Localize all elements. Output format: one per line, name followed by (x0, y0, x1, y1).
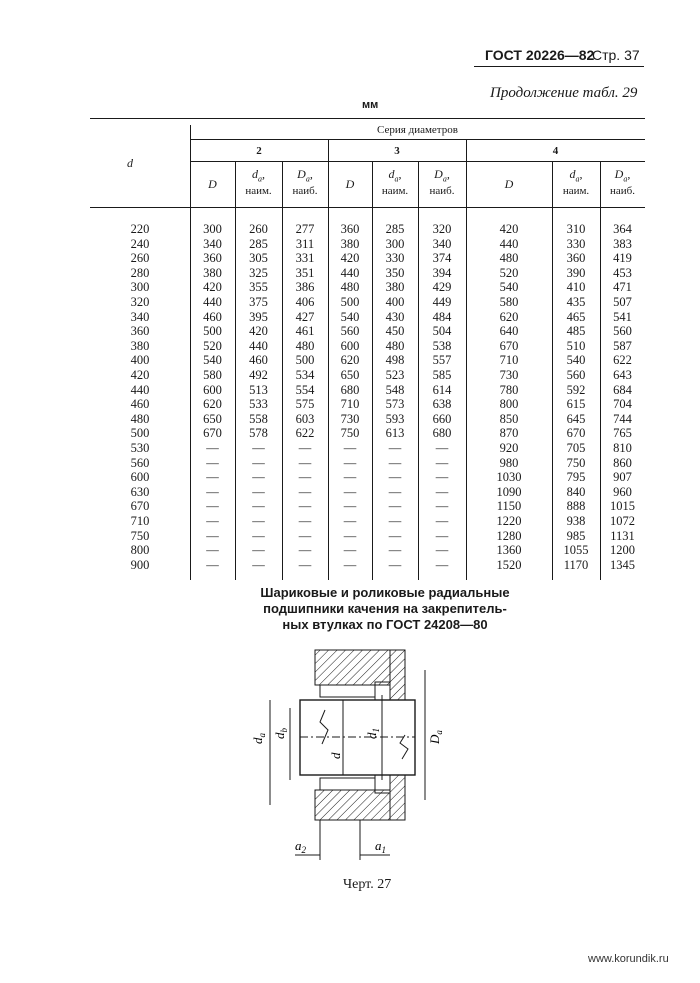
table-cell: — (252, 543, 265, 558)
table-cell: 540 (566, 353, 586, 368)
table-cell: — (388, 514, 402, 528)
label-db: $d_b$ (272, 728, 289, 739)
table-cell: 730 (499, 368, 519, 382)
table-cell: 650 (340, 368, 360, 382)
table-cell: 680 (432, 426, 452, 441)
row-d-value: 600 (130, 470, 150, 485)
table-cell: 660 (432, 411, 452, 426)
row-d-value: 530 (130, 441, 150, 455)
table-cell: 331 (295, 251, 315, 266)
row-d-value: 800 (130, 543, 150, 558)
table-cell: — (343, 543, 357, 558)
table-cell: 548 (385, 382, 405, 397)
table-cell: 587 (613, 338, 632, 353)
table-cell: 560 (613, 324, 632, 339)
row-d-value: 630 (130, 484, 150, 499)
row-d-value: 300 (130, 280, 150, 295)
table-cell: — (435, 484, 449, 499)
table-cell: 1200 (610, 543, 635, 558)
row-d-value: 220 (130, 222, 150, 236)
table-cell: 575 (295, 397, 315, 412)
row-d-value: 260 (130, 251, 150, 266)
table-cell: 538 (432, 338, 452, 353)
table-cell: 680 (340, 382, 360, 397)
label-a2: $a_2$ (295, 838, 306, 855)
table-cell: 419 (613, 251, 632, 266)
table-cell: — (252, 470, 265, 485)
table-cell: 744 (613, 411, 632, 426)
table-cell: 400 (385, 295, 405, 309)
table-cell: — (343, 484, 357, 499)
table-cell: 645 (566, 411, 586, 426)
sub-header-5 (418, 168, 466, 197)
table-cell: 480 (499, 251, 519, 266)
table-cell: 554 (295, 382, 315, 397)
table-cell: 558 (249, 411, 268, 426)
table-cell: — (435, 528, 449, 543)
table-cell: 620 (499, 309, 519, 324)
table-cell: 704 (613, 397, 632, 412)
table-cell: 360 (340, 222, 360, 236)
table-cell: 1055 (563, 543, 589, 558)
table-cell: 614 (432, 382, 452, 397)
bearing-outer-top (320, 685, 375, 697)
units-label: мм (362, 99, 379, 111)
d-column-header: d (127, 156, 133, 170)
sub-header-symbol: D (208, 177, 217, 191)
table-cell: 684 (613, 382, 632, 397)
table-cell: — (343, 514, 357, 528)
sub-header-note: наим. (562, 185, 590, 198)
table-cell: — (252, 499, 265, 514)
table-cell: — (206, 557, 219, 572)
table-top-rule (90, 118, 645, 119)
table-cell: — (435, 514, 449, 528)
table-cell: — (252, 514, 265, 528)
table-cell: 420 (340, 251, 360, 266)
table-cell: 460 (249, 353, 268, 368)
table-cell: 795 (566, 470, 586, 485)
table-cell: — (435, 470, 449, 485)
housing-bottom (315, 790, 390, 820)
table-cell: 285 (385, 222, 405, 236)
row-d-value: 710 (130, 514, 150, 528)
table-cell: 960 (613, 484, 632, 499)
table-cell: 394 (432, 265, 452, 280)
table-cell: 850 (499, 411, 519, 426)
table-cell: 449 (432, 295, 452, 309)
table-cell: 310 (566, 222, 586, 236)
table-continuation-note: Продолжение табл. 29 (490, 85, 638, 101)
table-cell: 355 (249, 280, 268, 295)
watermark: www.korundik.ru (588, 953, 669, 965)
table-cell: 285 (249, 236, 268, 251)
table-cell: 1015 (610, 499, 635, 514)
table-cell: 620 (340, 353, 360, 368)
table-cell: 390 (566, 265, 586, 280)
table-cell: — (206, 528, 219, 543)
table-cell: 510 (566, 338, 586, 353)
table-cell: 613 (385, 426, 405, 441)
row-d-value: 360 (130, 324, 150, 339)
table-cell: 560 (566, 368, 586, 382)
table-cell: 1280 (496, 528, 522, 543)
table-cell: 907 (613, 470, 632, 485)
table-cell: 980 (499, 455, 519, 470)
label-da: $d_a$ (250, 733, 267, 744)
table-cell: — (298, 543, 312, 558)
table-cell: 305 (249, 251, 268, 266)
table-cell: — (298, 528, 312, 543)
table-cell: 1090 (496, 484, 522, 499)
table-cell: 540 (203, 353, 222, 368)
series-group-3: 3 (394, 145, 400, 157)
sub-header-4 (372, 168, 418, 197)
table-cell: 440 (499, 236, 519, 251)
row-d-value: 320 (130, 295, 150, 309)
table-cell: — (388, 543, 402, 558)
table-cell: 810 (613, 441, 632, 455)
table-cell: — (298, 470, 312, 485)
table-cell: — (343, 499, 357, 514)
table-cell: — (298, 441, 312, 455)
table-cell: 351 (295, 265, 315, 280)
caption-line-1: Шариковые и роликовые радиальные (260, 585, 510, 600)
table-cell: 406 (295, 295, 315, 309)
table-cell: 1131 (610, 528, 635, 543)
table-cell: — (343, 441, 357, 455)
table-cell: 420 (499, 222, 519, 236)
table-cell: 540 (499, 280, 519, 295)
table-cell: 520 (203, 338, 222, 353)
table-cell: — (388, 557, 402, 572)
table-cell: 533 (249, 397, 268, 412)
sub-header-8 (600, 168, 645, 197)
table-cell: — (298, 499, 312, 514)
table-cell: — (435, 455, 449, 470)
label-d: d (328, 752, 343, 759)
table-cell: — (206, 455, 219, 470)
table-cell: 670 (499, 338, 519, 353)
sub-header-0 (190, 178, 235, 190)
table-cell: 520 (499, 265, 519, 280)
sub-header-symbol: $D_a$, (434, 167, 450, 184)
table-cell: 1360 (496, 543, 522, 558)
table-cell: 1345 (610, 557, 635, 572)
table-cell: 429 (432, 280, 452, 295)
table-cell: 440 (203, 295, 222, 309)
table-cell: 534 (295, 368, 315, 382)
table-cell: — (343, 470, 357, 485)
row-d-value: 420 (130, 368, 150, 382)
table-cell: 500 (295, 353, 315, 368)
table-cell: 585 (432, 368, 452, 382)
table-cell: — (388, 455, 402, 470)
table-cell: 325 (249, 265, 268, 280)
table-cell: 380 (385, 280, 405, 295)
table-cell: 920 (499, 441, 519, 455)
sub-header-symbol: D (345, 177, 355, 191)
table-cell: — (435, 543, 449, 558)
table-cell: — (298, 557, 312, 572)
table-cell: 620 (203, 397, 222, 412)
table-cell: 580 (203, 368, 222, 382)
table-cell: 765 (613, 426, 632, 441)
table-cell: 600 (203, 382, 222, 397)
table-cell: — (435, 499, 449, 514)
table-cell: 383 (613, 236, 632, 251)
table-cell: 1520 (496, 557, 522, 572)
table-cell: — (388, 499, 402, 514)
table-cell: 643 (613, 368, 632, 382)
label-Da: $D_a$ (427, 730, 444, 744)
table-cell: 471 (613, 280, 632, 295)
caption-line-3: ных втулках по ГОСТ 24208—80 (282, 617, 488, 632)
row-d-value: 280 (130, 265, 150, 280)
sub-header-note: наим. (245, 185, 272, 198)
table-cell: 1072 (610, 514, 635, 528)
table-cell: 330 (385, 251, 405, 266)
table-cell: 710 (340, 397, 360, 412)
table-cell: 360 (203, 251, 222, 266)
table-cell: 340 (432, 236, 452, 251)
table-cell: — (252, 484, 265, 499)
sub-header-symbol: D (504, 177, 514, 191)
bearing-adapter-drawing (245, 640, 445, 870)
table-cell: 420 (249, 324, 268, 339)
table-cell: 498 (385, 353, 405, 368)
table-cell: 375 (249, 295, 268, 309)
table-cell: — (298, 455, 312, 470)
table-cell: — (343, 557, 357, 572)
table-cell: 750 (566, 455, 586, 470)
row-d-value: 240 (130, 236, 150, 251)
table-cell: 800 (499, 397, 519, 412)
table-cell: 386 (295, 280, 315, 295)
table-cell: — (206, 543, 219, 558)
table-cell: 410 (566, 280, 586, 295)
table-cell: 320 (432, 222, 452, 236)
table-cell: 560 (340, 324, 360, 339)
table-cell: 430 (385, 309, 405, 324)
table-cell: — (388, 441, 402, 455)
table-cell: 300 (203, 222, 222, 236)
sub-header-symbol: $d_a$, (252, 167, 265, 184)
bearing-outer-bottom (320, 778, 375, 790)
table-cell: 640 (499, 324, 519, 339)
table-cell: 860 (613, 455, 632, 470)
table-cell: — (252, 557, 265, 572)
table-cell: — (206, 470, 219, 485)
table-cell: 260 (249, 222, 268, 236)
row-d-value: 440 (130, 382, 150, 397)
table-cell: 427 (295, 309, 315, 324)
table-cell: 541 (613, 309, 632, 324)
sub-header-1 (235, 168, 282, 197)
header-bottom-rule (90, 207, 645, 208)
table-cell: 650 (203, 411, 222, 426)
table-cell: 573 (385, 397, 405, 412)
table-cell: 600 (340, 338, 360, 353)
table-cell: 435 (566, 295, 586, 309)
table-cell: 670 (203, 426, 222, 441)
table-cell: 500 (203, 324, 222, 339)
table-cell: 592 (566, 382, 586, 397)
standard-number: ГОСТ 20226—82 (485, 47, 595, 63)
sub-header-6 (466, 178, 552, 190)
series-group-4: 4 (552, 145, 559, 157)
table-cell: 460 (203, 309, 222, 324)
table-cell: 1220 (496, 514, 522, 528)
sub-header-7 (552, 168, 600, 197)
table-cell: 593 (385, 411, 405, 426)
table-cell: 730 (340, 411, 360, 426)
table-cell: 461 (295, 324, 315, 339)
table-cell: 440 (249, 338, 268, 353)
table-cell: 440 (340, 265, 360, 280)
table-cell: — (252, 528, 265, 543)
table-cell: 507 (613, 295, 632, 309)
row-d-value: 340 (130, 309, 150, 324)
table-cell: — (388, 484, 402, 499)
table-cell: 380 (203, 265, 222, 280)
table-cell: 340 (203, 236, 222, 251)
sub-header-symbol: $d_a$, (569, 167, 583, 184)
table-cell: 557 (432, 353, 452, 368)
table-cell: 453 (613, 265, 632, 280)
table-cell: — (388, 470, 402, 485)
table-cell: 277 (295, 222, 315, 236)
table-cell: 622 (295, 426, 315, 441)
table-cell: — (298, 484, 312, 499)
table-cell: 578 (249, 426, 268, 441)
table-cell: 1030 (496, 470, 522, 485)
table-cell: 480 (295, 338, 315, 353)
table-cell: 840 (566, 484, 586, 499)
label-d1: $d_1$ (364, 728, 381, 739)
table-cell: 1150 (496, 499, 522, 514)
table-cell: 638 (432, 397, 452, 412)
page-number: Стр. 37 (592, 47, 640, 63)
row-d-value: 460 (130, 397, 150, 412)
caption-line-2: подшипники качения на закрепитель- (263, 601, 507, 616)
table-cell: 540 (340, 309, 360, 324)
table-cell: 622 (613, 353, 632, 368)
table-cell: 750 (340, 426, 360, 441)
table-cell: 480 (385, 338, 405, 353)
table-cell: 710 (499, 353, 519, 368)
table-cell: — (252, 441, 265, 455)
table-cell: 380 (340, 236, 360, 251)
table-cell: 615 (566, 397, 586, 412)
table-cell: 300 (385, 236, 405, 251)
sub-header-note: наим. (381, 185, 409, 198)
sub-header-2 (282, 168, 328, 197)
row-d-value: 500 (130, 426, 150, 441)
table-cell: 395 (249, 309, 268, 324)
table-cell: 603 (295, 411, 315, 426)
table-cell: 330 (566, 236, 586, 251)
table-cell: 492 (249, 368, 268, 382)
table-cell: — (206, 441, 219, 455)
table-cell: 465 (566, 309, 586, 324)
table-cell: — (206, 514, 219, 528)
row-d-value: 560 (130, 455, 150, 470)
table-cell: 364 (613, 222, 632, 236)
table-cell: 500 (340, 295, 360, 309)
table-cell: 484 (432, 309, 452, 324)
table-cell: 985 (566, 528, 586, 543)
table-cell: 350 (385, 265, 405, 280)
table-cell: 513 (249, 382, 268, 397)
sub-header-note: наиб. (609, 185, 635, 198)
row-d-value: 900 (130, 557, 150, 572)
table-cell: — (298, 514, 312, 528)
table-cell: 374 (432, 251, 452, 266)
row-d-value: 400 (130, 353, 150, 368)
table-cell: — (343, 528, 357, 543)
row-d-value: 480 (130, 411, 150, 426)
table-cell: — (206, 499, 219, 514)
sub-header-symbol: $d_a$, (388, 167, 402, 184)
series-title-rule (190, 139, 645, 140)
table-cell: 870 (499, 426, 519, 441)
sub-header-note: наиб. (429, 185, 455, 198)
table-cell: — (206, 484, 219, 499)
row-d-value: 380 (130, 338, 150, 353)
figure-label: Черт. 27 (343, 877, 392, 892)
table-cell: 311 (295, 236, 315, 251)
table-cell: 938 (566, 514, 586, 528)
table-cell: 480 (340, 280, 360, 295)
label-a1: $a_1$ (375, 838, 386, 855)
sub-header-symbol: $D_a$, (614, 167, 631, 184)
sub-header-3 (328, 178, 372, 190)
sub-header-note: наиб. (292, 185, 318, 198)
table-cell: 523 (385, 368, 405, 382)
table-cell: 450 (385, 324, 405, 339)
row-d-value: 750 (130, 528, 150, 543)
sub-header-symbol: $D_a$, (297, 167, 313, 184)
table-cell: 360 (566, 251, 586, 266)
housing-top (315, 650, 390, 685)
series-group-2: 2 (256, 145, 262, 157)
table-cell: 580 (499, 295, 519, 309)
table-cell: 504 (432, 324, 452, 339)
table-cell: 670 (566, 426, 586, 441)
table-cell: 780 (499, 382, 519, 397)
row-d-value: 670 (130, 499, 150, 514)
section-caption (225, 585, 545, 633)
table-cell: 1170 (563, 557, 589, 572)
table-cell: 420 (203, 280, 222, 295)
table-cell: — (435, 557, 449, 572)
table-cell: 485 (566, 324, 586, 339)
table-cell: — (388, 528, 402, 543)
table-cell: — (343, 455, 357, 470)
table-cell: — (435, 441, 449, 455)
series-title: Серия диаметров (377, 124, 458, 136)
table-cell: 705 (566, 441, 586, 455)
table-cell: 888 (566, 499, 586, 514)
table-cell: — (252, 455, 265, 470)
